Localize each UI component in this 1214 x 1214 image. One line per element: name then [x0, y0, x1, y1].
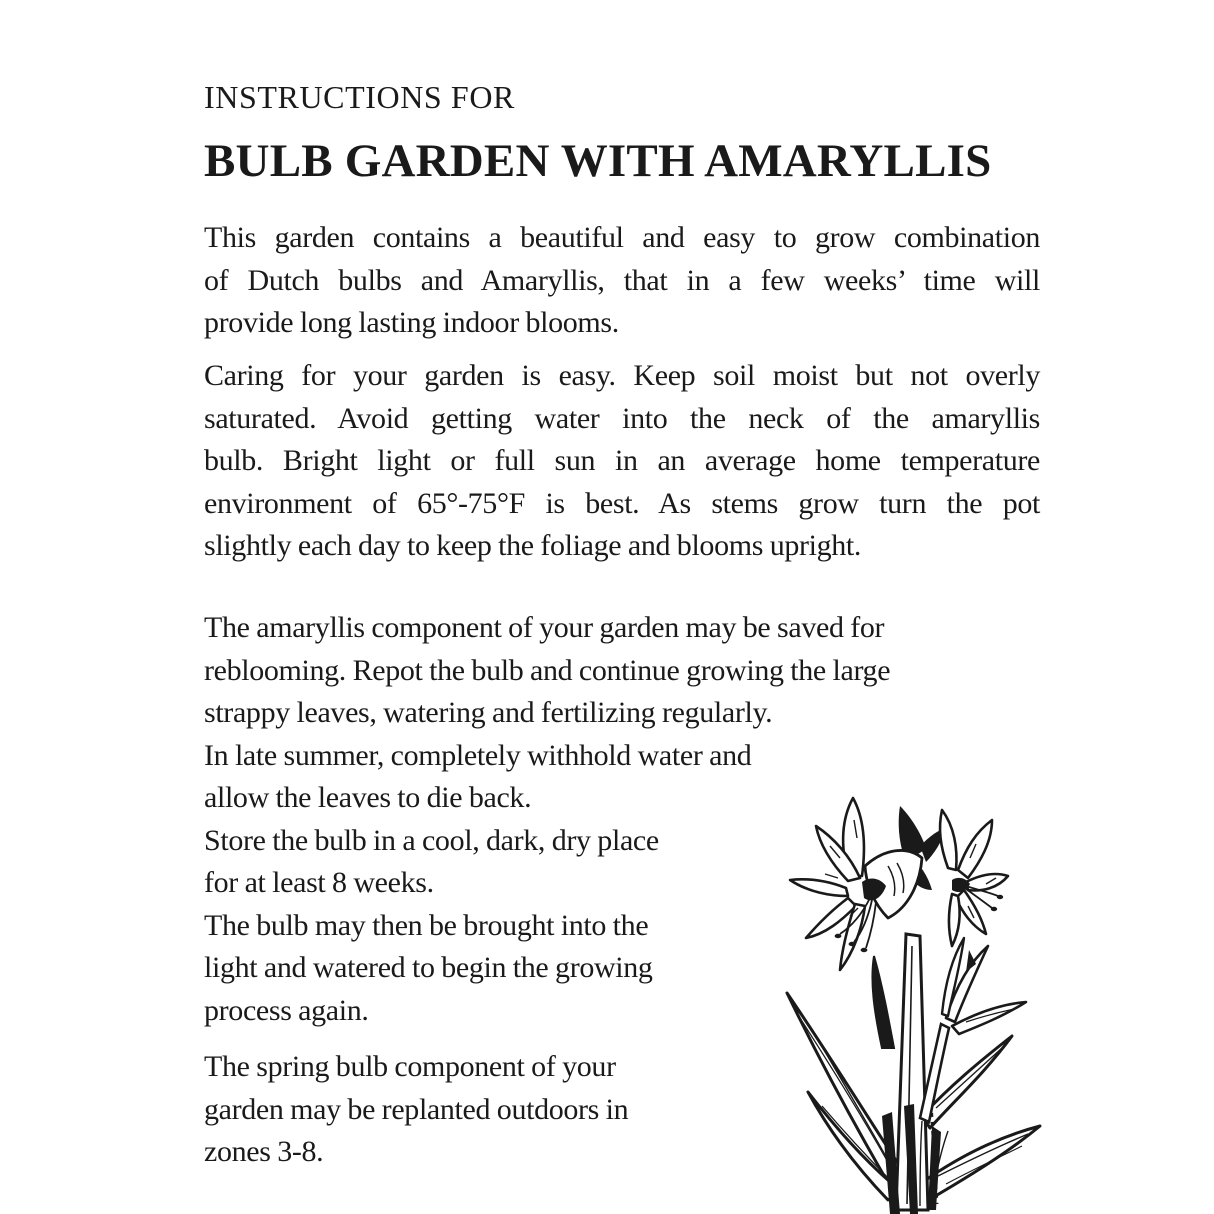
amaryllis-illustration [770, 786, 1075, 1214]
body-line: The amaryllis component of your garden may be saved for [204, 611, 885, 644]
body-line: The bulb may then be brought into the [204, 908, 649, 942]
body-line: Caring for your garden is easy. Keep soil moist but not overly [204, 359, 1040, 392]
body-line: process again. [204, 993, 369, 1027]
body-line: slightly each day to keep the foliage and blooms upright. [204, 529, 862, 562]
body-line: allow the leaves to die back. [204, 781, 532, 814]
body-line: The spring bulb component of your [204, 1050, 616, 1083]
page-title: BULB GARDEN WITH AMARYLLIS [204, 135, 992, 187]
body-line: garden may be replanted outdoors in [204, 1092, 629, 1126]
body-line: bulb. Bright light or full sun in an average home temperature [204, 444, 1040, 477]
body-line: strappy leaves, watering and fertilizing regularly. [204, 696, 773, 729]
body-line: reblooming. Repot the bulb and continue growing the large [204, 653, 891, 687]
body-line: This garden contains a beautiful and easy to grow combination [204, 221, 1040, 254]
paragraph-intro [204, 217, 1040, 345]
body-line: for at least 8 weeks. [204, 866, 434, 899]
body-line: zones 3-8. [204, 1135, 324, 1168]
paragraph-care [204, 355, 1040, 568]
body-line: In late summer, completely withhold water and [204, 738, 752, 772]
body-line: provide long lasting indoor blooms. [204, 306, 619, 339]
eyebrow-heading: INSTRUCTIONS FOR [204, 79, 515, 115]
body-line: light and watered to begin the growing [204, 951, 653, 984]
body-line: environment of 65°-75°F is best. As stems grow turn the pot [204, 486, 1040, 520]
body-line: Store the bulb in a cool, dark, dry place [204, 823, 659, 857]
amaryllis-line-drawing-icon [770, 786, 1075, 1214]
body-line: of Dutch bulbs and Amaryllis, that in a few weeks’ time will [204, 263, 1040, 297]
body-line: saturated. Avoid getting water into the neck of the amaryllis [204, 401, 1040, 435]
